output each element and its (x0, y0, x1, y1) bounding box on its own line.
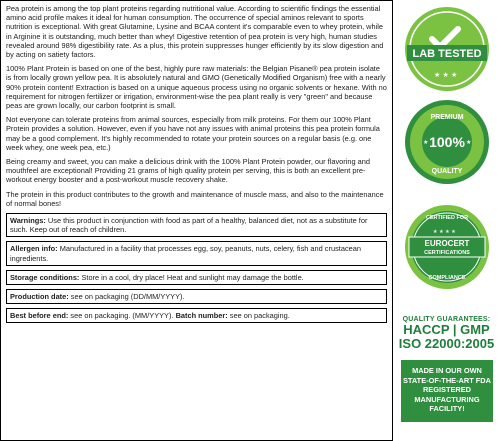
production-box (6, 289, 387, 304)
allergen-label: Allergen info: (10, 244, 58, 254)
allergen-text: Manufactured in a facility that processes egg, soy, peanuts, nuts, celery, fish and crustacean ingredients. (10, 244, 361, 263)
warnings-label: Warnings: (10, 216, 46, 226)
warnings-box (6, 213, 387, 237)
storage-box (6, 270, 387, 285)
paragraph-drink: Being creamy and sweet, you can make a delicious drink with the 100% Plant Protein powder, our flavoring and mouthfeel are exceptional! Providing 21 grams of high quality protein per serving, this is both an excellent pre-workout energy booster and a post-workout muscle recovery shake. (6, 157, 370, 185)
production-text: see on packaging (DD/MM/YYYY). (70, 292, 185, 302)
guarantees-title: QUALITY GUARANTEES: (402, 316, 491, 323)
quality-guarantees (393, 316, 500, 351)
paragraph-muscle: The protein in this product contributes to the growth and maintenance of muscle mass, and also to the maintenance of normal bones! (6, 189, 384, 208)
paragraph-tolerance: Not everyone can tolerate proteins from animal sources, especially from milk proteins. For them our 100% Plant Protein provides a solution. However, even if you have not any issues with animal proteins this pea protein formula may be a good complement. It's highly recommended to rotate your protein sources on a regular basis (e.g. one week whey, one week pea, etc.) (6, 115, 380, 152)
star-icon: ★ ★ ★ ★ (433, 229, 456, 235)
compliance-text: COMPLIANCE (428, 275, 466, 281)
production-label: Production date: (10, 292, 69, 302)
allergen-box (6, 241, 387, 265)
lab-tested-badge (403, 5, 491, 93)
eurocert-text: EUROCERT (424, 239, 470, 248)
badge-sidebar (393, 0, 500, 441)
star-icon: ★ (466, 139, 472, 146)
storage-text: Store in a cool, dry place! Heat and sunlight may damage the bottle. (81, 272, 304, 282)
eurocert-badge (403, 203, 491, 291)
paragraph-plant-protein: 100% Plant Protein is based on one of the best, highly pure raw materials: the Belgian Pisane® pea protein isolate is from locally grown yellow pea. It is absolutely natural and GMO (Genetically Modified Organism) free with a nearly 90% protein content! Extraction is based on a unique aqueous process using no organic solvents or hexane. With no requirement for nitrogen fertilizer or irrigation, environment-wise the pea plant really is very "green" and because peas are grown locally, our carbon footprint is small. (6, 64, 387, 111)
eurocert-seal (403, 203, 491, 291)
iso-text: ISO 22000:2005 (398, 336, 495, 351)
premium-quality-badge (403, 98, 491, 186)
star-icon: ★ ★ ★ (434, 71, 458, 79)
batch-text: see on packaging. (229, 311, 290, 321)
warnings-text: Use this product in conjunction with food as part of a healthy, balanced diet, not as a substitute for such. Keep out of reach of children. (10, 216, 368, 235)
lab-tested-seal (403, 5, 491, 93)
made-in-facility-banner: MADE IN OUR OWN STATE-OF-THE-ART FDA REGISTERED MANUFACTURING FACILITY! (401, 360, 493, 422)
batch-label: Batch number: (175, 311, 228, 321)
best-before-label: Best before end: (10, 311, 69, 321)
quality-text: QUALITY (431, 168, 463, 175)
best-before-box (6, 308, 387, 323)
cert-top-text: CERTIFIED FOR (425, 215, 469, 221)
star-icon: ★ (423, 139, 429, 146)
lab-tested-text: LAB TESTED (412, 48, 482, 60)
premium-text: PREMIUM (430, 114, 464, 121)
premium-seal (403, 98, 491, 186)
haccp-gmp-text: HACCP | GMP (403, 322, 490, 337)
best-before-text: see on packaging. (MM/YYYY). (70, 311, 174, 321)
storage-label: Storage conditions: (10, 272, 80, 282)
certifications-text: CERTIFICATIONS (424, 250, 470, 256)
paragraph-pea-protein: Pea protein is among the top plant proteins regarding nutritional value. According to scientific findings the essential amino acid profile makes it ideal for human consumption. The occurrence of special aminos relevant to sports nutrition is exceptional. With great Glutamine, Lysine and BCAA content it's comparable even to whey protein, while in Arginine it is outstanding, much better than whey! Digestive retention of pea protein is very high, human studies revealed around 98% digestibility rate. As a plus, this protein suppresses hunger efficiently by its slow digestion and by acting on satiety factors. (6, 4, 384, 60)
premium-100-text: 100% (429, 134, 465, 150)
